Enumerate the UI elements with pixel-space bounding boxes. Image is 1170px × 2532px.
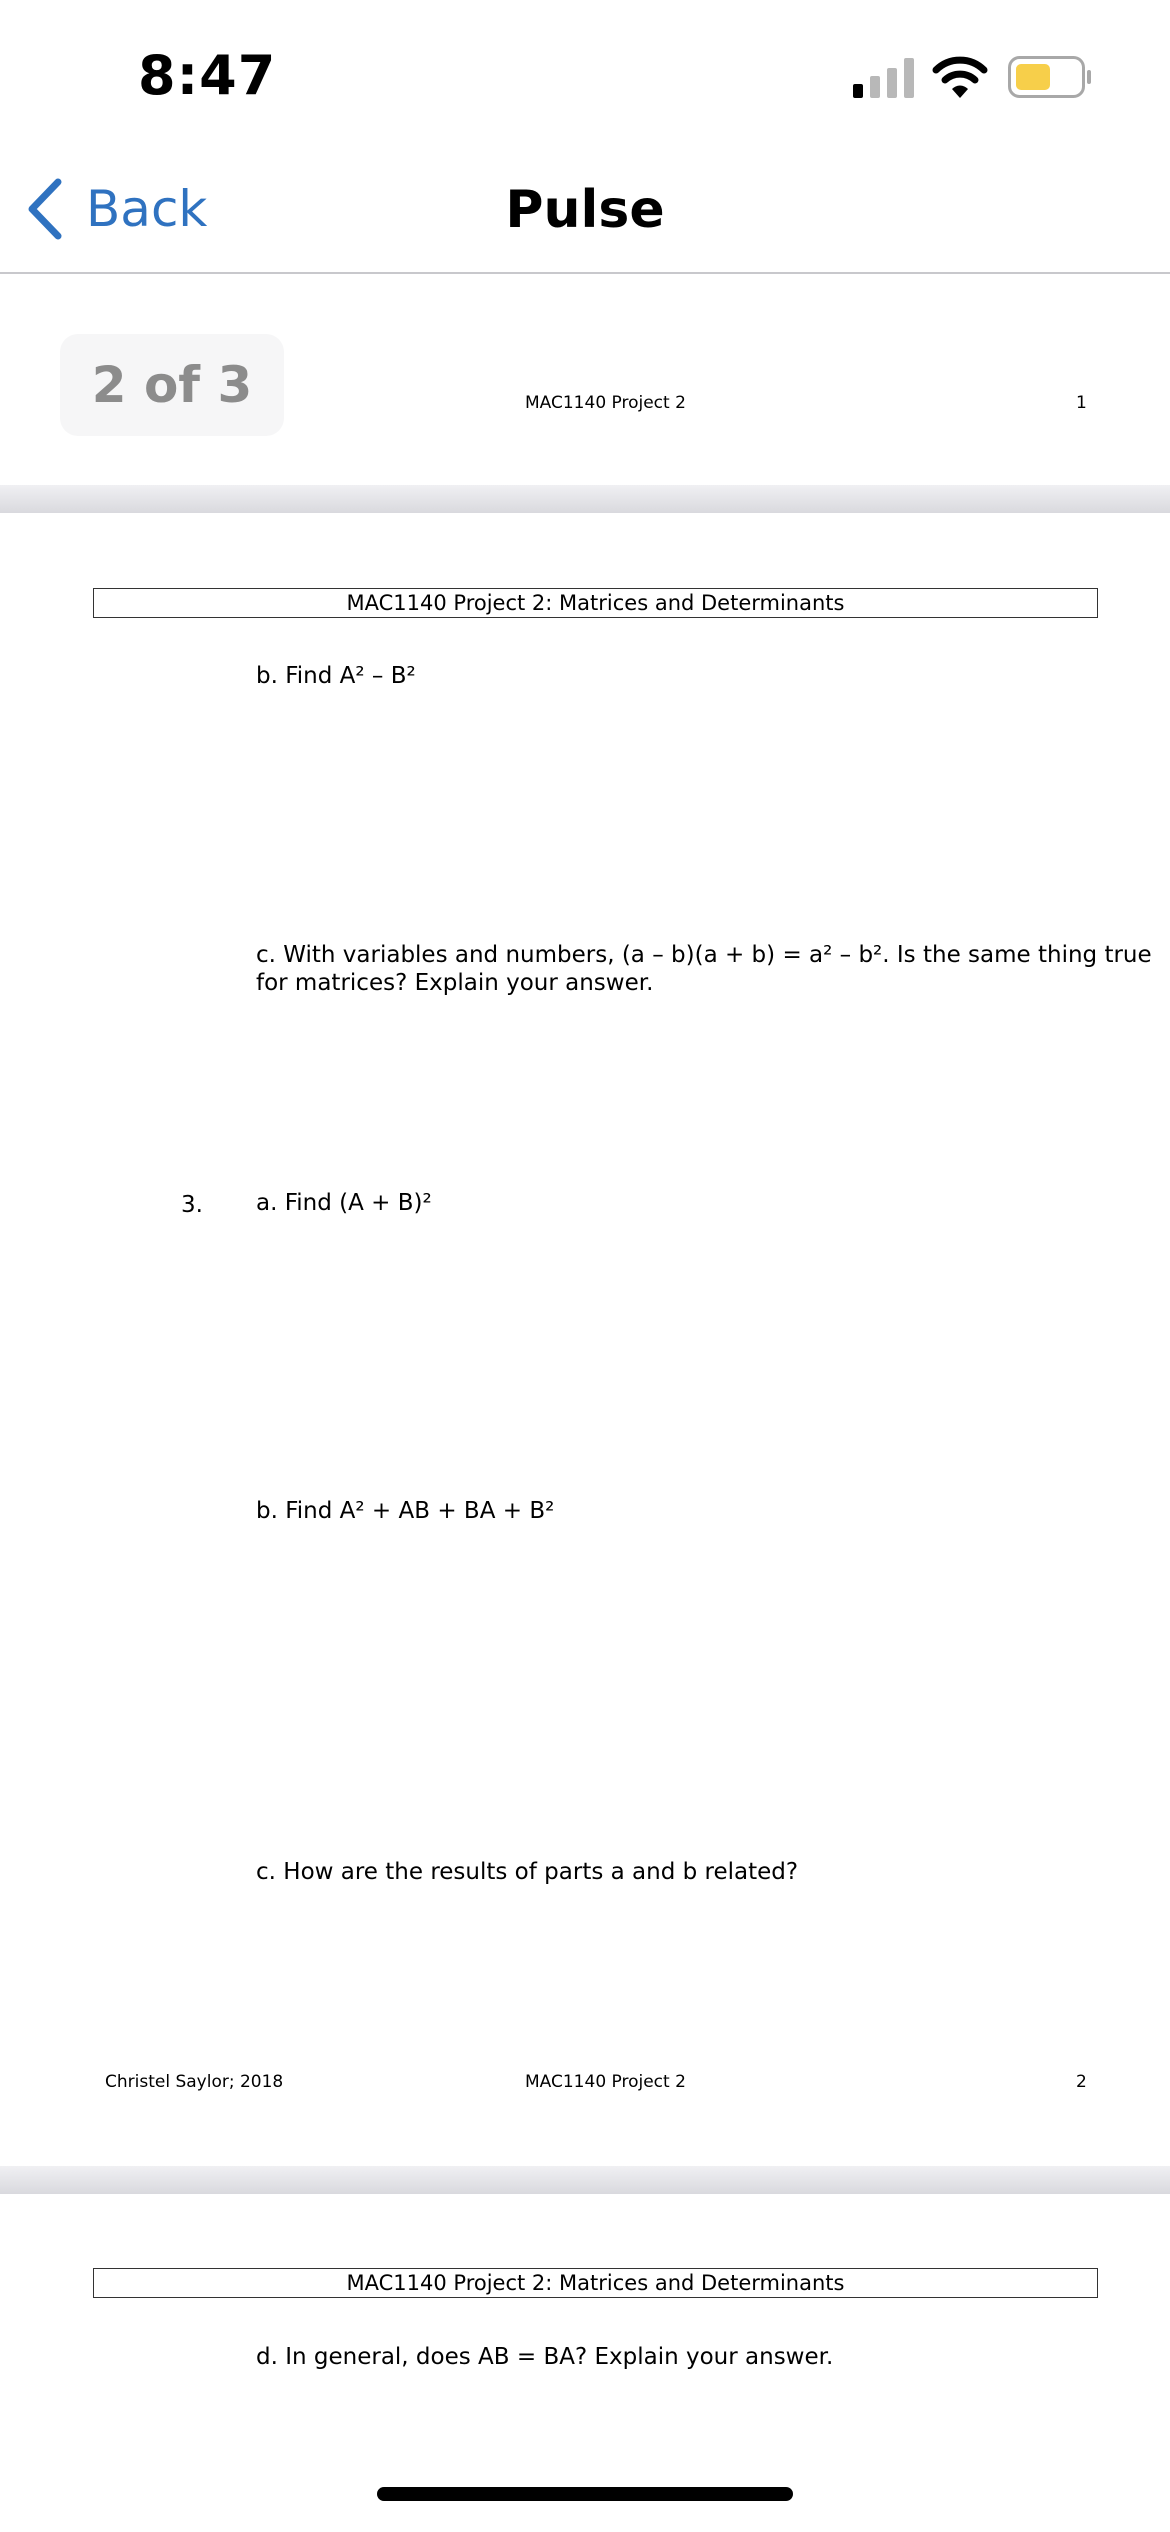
status-bar (0, 0, 1170, 150)
page2-footer-center: MAC1140 Project 2 (525, 2072, 686, 2092)
page2-header-box: MAC1140 Project 2: Matrices and Determinants (93, 588, 1098, 618)
question-3d: d. In general, does AB = BA? Explain your answer. (256, 2344, 834, 2370)
question-2c-line2: for matrices? Explain your answer. (256, 970, 654, 996)
page1-footer-center: MAC1140 Project 2 (525, 393, 686, 413)
question-3b: b. Find A² + AB + BA + B² (256, 1498, 555, 1524)
page-separator (0, 2166, 1170, 2194)
page-title: Pulse (505, 180, 665, 240)
question-2c-line1: c. With variables and numbers, (a – b)(a + b) = a² – b². Is the same thing true (256, 942, 1152, 968)
battery-icon (1008, 56, 1092, 98)
question-3a: a. Find (A + B)² (256, 1190, 432, 1216)
question-3c: c. How are the results of parts a and b related? (256, 1859, 799, 1885)
cellular-signal-icon (853, 58, 915, 98)
page1-footer-page-number: 1 (1076, 393, 1087, 413)
back-button-label: Back (86, 180, 208, 238)
home-indicator[interactable] (377, 2487, 793, 2501)
page3-header-box: MAC1140 Project 2: Matrices and Determinants (93, 2268, 1098, 2298)
navigation-bar (0, 150, 1170, 274)
wifi-icon (932, 54, 988, 100)
question-2b: b. Find A² – B² (256, 663, 416, 689)
page-separator (0, 485, 1170, 513)
question-3-number: 3. (181, 1192, 203, 1218)
page-indicator: 2 of 3 (60, 334, 284, 436)
page2-footer-page-number: 2 (1076, 2072, 1087, 2092)
status-time: 8:47 (138, 44, 277, 107)
page2-footer-left: Christel Saylor; 2018 (105, 2072, 284, 2092)
